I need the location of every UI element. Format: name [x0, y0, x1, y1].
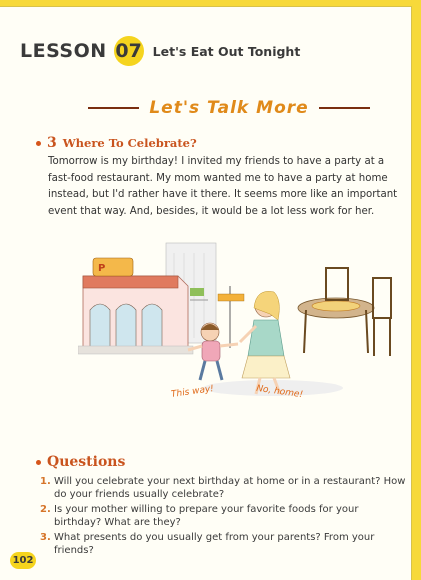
section-title: Let's Talk More	[149, 98, 309, 118]
passage-line: instead, but I'd rather have it there. It seems more like an important	[48, 189, 398, 200]
questions-heading	[36, 454, 125, 470]
question-line: What presents do you usually get from your parents? From your friends?	[54, 532, 375, 556]
question-line: do your friends usually celebrate?	[54, 488, 225, 500]
bullet-icon	[36, 141, 41, 146]
question-text	[54, 532, 415, 557]
question-number: 2.	[40, 504, 51, 515]
question-line: Will you celebrate your next birthday at home or in a restaurant? How	[54, 476, 406, 487]
passage-line: event that way. And, besides, it would be a lot less work for her.	[48, 205, 375, 217]
passage-line: fast-food restaurant. My mom wanted me to have a party at home	[48, 172, 388, 184]
questions-title: Questions	[47, 454, 126, 470]
passage-line: Tomorrow is my birthday! I invited my friends to have a party at a	[48, 156, 385, 167]
illustration-restaurant-scene	[78, 238, 398, 406]
section-divider-right	[319, 107, 370, 109]
reading-passage	[48, 154, 413, 220]
svg-text:P: P	[98, 263, 106, 274]
lesson-title: Let's Eat Out Tonight	[152, 43, 301, 59]
section-divider-left	[88, 107, 139, 109]
lesson-number-badge: 07	[114, 36, 144, 66]
page-number: 102	[10, 552, 36, 569]
speech-bubble-child: This way!	[170, 384, 215, 400]
topic-number: 3	[47, 135, 57, 151]
lesson-header	[20, 34, 300, 68]
question-number: 1.	[40, 476, 51, 487]
list-item	[40, 476, 415, 501]
questions-list	[40, 476, 415, 560]
question-text	[54, 504, 358, 529]
list-item	[40, 532, 415, 557]
topic-title: Where To Celebrate?	[62, 136, 197, 150]
section-title-row	[88, 98, 370, 118]
question-number: 3.	[40, 532, 51, 543]
lesson-label: LESSON	[20, 40, 107, 62]
question-line: birthday? What are they?	[54, 516, 181, 528]
bullet-icon	[36, 460, 41, 465]
speech-bubble-mother: No, home!	[255, 383, 304, 401]
question-text	[54, 476, 405, 501]
list-item	[40, 504, 415, 529]
topic-heading	[36, 135, 197, 151]
question-line: Is your mother willing to prepare your favorite foods for your	[54, 504, 359, 515]
